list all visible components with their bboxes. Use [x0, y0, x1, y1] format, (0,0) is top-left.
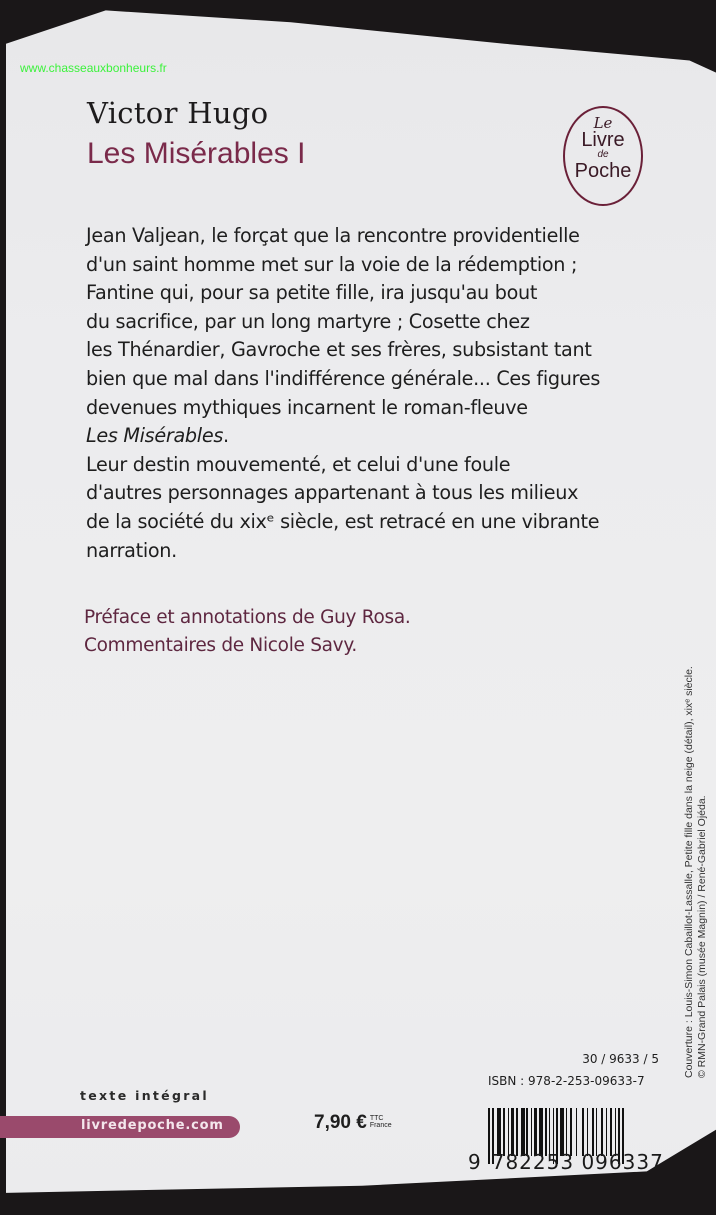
website-pill[interactable]	[0, 1116, 240, 1138]
blurb-line: du sacrifice, par un long martyre ; Cosette chez	[86, 309, 530, 333]
blurb-line: Leur destin mouvementé, et celui d'une foule	[86, 452, 511, 476]
cover-credit-line-2: © RMN-Grand Palais (musée Magnin) / René-Gabriel Ojéda.	[696, 795, 708, 1078]
blurb-line: Jean Valjean, le forçat que la rencontre providentielle	[86, 224, 580, 247]
publisher-logo-icon	[563, 106, 643, 206]
watermark-url: www.chasseauxbonheurs.fr	[20, 61, 167, 75]
book-title: Les Misérables I	[87, 137, 306, 170]
price-note-france: France	[369, 1122, 392, 1129]
price	[314, 1112, 392, 1134]
logo-livre: Livre	[581, 129, 625, 151]
price-note-ttc: TTC	[369, 1115, 384, 1122]
isbn: ISBN : 978-2-253-09633-7	[488, 1074, 645, 1088]
edition-label: texte intégral	[80, 1088, 209, 1103]
barcode-digits: 782253 096337	[491, 1150, 664, 1174]
blurb-line: narration.	[86, 538, 177, 562]
cover-image-credit	[683, 666, 709, 1078]
summary-blurb	[86, 222, 646, 565]
logo-de: de	[597, 149, 609, 160]
blurb-line: d'autres personnages appartenant à tous les milieux	[86, 481, 579, 505]
logo-poche: Poche	[574, 160, 632, 182]
author-name: Victor Hugo	[87, 96, 269, 130]
website-link[interactable]: livredepoche.com	[81, 1118, 224, 1133]
italic-title: Les Misérables	[86, 424, 224, 448]
price-note	[370, 1115, 392, 1129]
blurb-line-title	[86, 422, 646, 451]
blurb-line: de la société du xixᵉ siècle, est retracé en une vibrante	[86, 509, 600, 533]
blurb-line: bien que mal dans l'indifférence générale... Ces figures	[86, 366, 601, 390]
period: .	[223, 424, 229, 448]
blurb-line: d'un saint homme met sur la voie de la rédemption ;	[86, 252, 578, 276]
barcode-first-digit: 9	[468, 1150, 482, 1174]
cover-credit-line-1: Couverture : Louis-Simon Cabaillot-Lassalle, Petite fille dans la neige (détail), xixᵉ siècle.	[683, 666, 695, 1078]
barcode-number	[468, 1150, 664, 1174]
commentary-credit: Commentaires de Nicole Savy.	[84, 635, 357, 656]
editorial-credits	[84, 604, 410, 660]
blurb-line: les Thénardier, Gavroche et ses frères, subsistant tant	[86, 338, 592, 362]
blurb-line: devenues mythiques incarnent le roman-fleuve	[86, 395, 528, 419]
preface-credit: Préface et annotations de Guy Rosa.	[84, 607, 411, 628]
catalog-code: 30 / 9633 / 5	[582, 1052, 659, 1066]
logo-le: Le	[593, 114, 613, 132]
blurb-line: Fantine qui, pour sa petite fille, ira jusqu'au bout	[86, 281, 538, 305]
price-value: 7,90 €	[314, 1112, 367, 1133]
